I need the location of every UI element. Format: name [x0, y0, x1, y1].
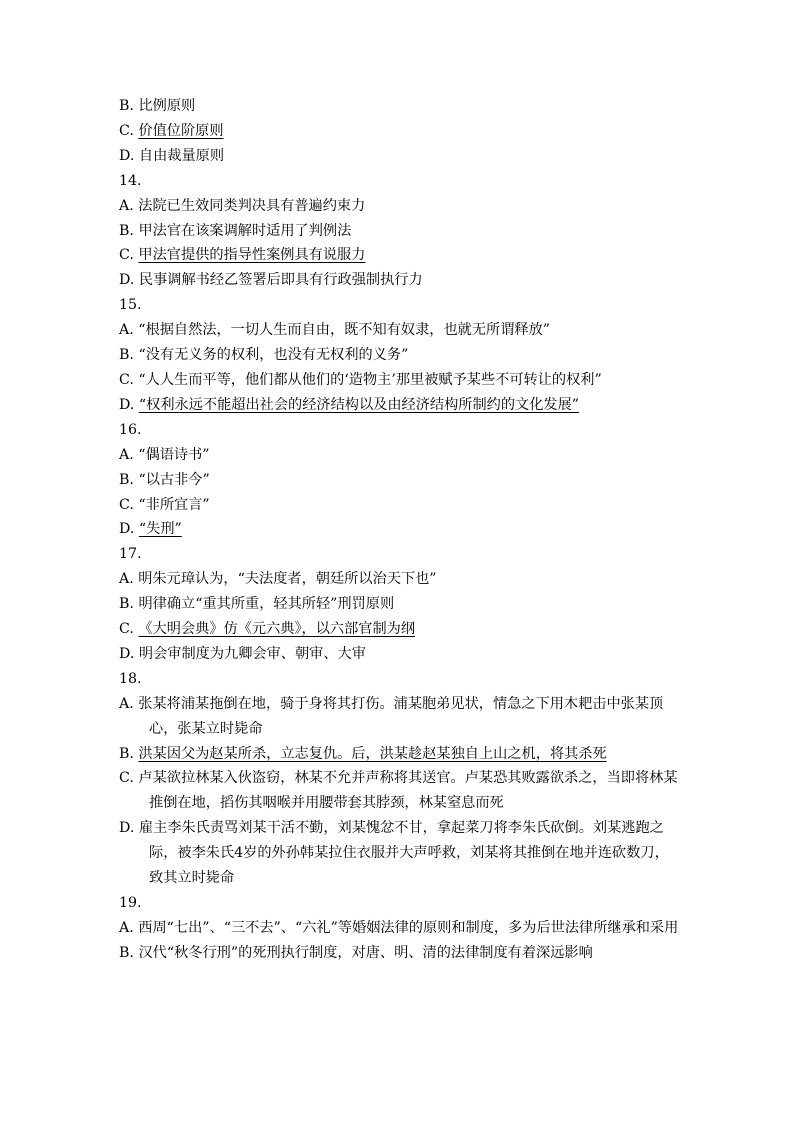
option-label: C.	[119, 770, 134, 787]
question-number-16: 16.	[119, 421, 142, 438]
option-label: A.	[119, 322, 134, 339]
option-text: “偶语诗书”	[138, 446, 210, 463]
option-text: 法院已生效同类判决具有普遍约束力	[138, 197, 366, 214]
option-label: B.	[119, 745, 134, 762]
q17-option-c	[119, 617, 679, 642]
option-label: B.	[119, 471, 134, 488]
option-text: 自由裁量原则	[138, 147, 225, 164]
option-label: B.	[119, 98, 134, 114]
option-label: B.	[119, 347, 134, 364]
option-text: 甲法官在该案调解时适用了判例法	[138, 222, 352, 239]
option-label: D.	[119, 396, 135, 413]
q18-option-d	[119, 816, 679, 891]
option-label: D.	[119, 820, 135, 837]
option-text: “人人生而平等，他们都从他们的‘造物主’那里被赋予某些不可转让的权利”	[138, 371, 602, 388]
option-label: C.	[119, 247, 134, 264]
option-text-answer: “权利永远不能超出社会的经济结构以及由经济结构所制约的文化发展”	[138, 396, 580, 413]
q15-option-c	[119, 368, 679, 393]
option-text-answer: 价值位阶原则	[138, 122, 224, 139]
q14-option-a	[119, 194, 679, 219]
option-text: 明会审制度为九卿会审、朝审、大审	[138, 645, 366, 662]
option-label: D.	[119, 521, 135, 538]
option-label: A.	[119, 919, 134, 936]
option-label: A.	[119, 446, 134, 463]
option-text: 比例原则	[138, 98, 196, 114]
option-c-value-hierarchy	[119, 119, 679, 144]
q18-option-c	[119, 766, 679, 816]
option-label: A.	[119, 695, 134, 712]
option-text: “没有无义务的权利，也没有无权利的义务”	[138, 347, 409, 364]
option-text-answer: 甲法官提供的指导性案例具有说服力	[138, 247, 366, 264]
option-b-proportionality	[119, 94, 679, 119]
option-label: A.	[119, 571, 134, 588]
option-label: D.	[119, 645, 135, 662]
option-text-answer: 洪某因父为赵某所杀，立志复仇。后，洪某趁赵某独自上山之机，将其杀死	[138, 745, 607, 762]
option-label: C.	[119, 122, 134, 139]
q17-option-a	[119, 567, 679, 592]
q15-option-b	[119, 343, 679, 368]
q15-option-d	[119, 393, 679, 418]
option-label: B.	[119, 222, 134, 239]
q16-option-a	[119, 443, 679, 468]
q19-option-a	[119, 916, 679, 941]
option-label: D.	[119, 272, 135, 289]
option-label: C.	[119, 371, 134, 388]
question-number-15: 15.	[119, 297, 142, 314]
question-number-14: 14.	[119, 172, 142, 189]
option-text: 雇主李朱氏责骂刘某干活不勤，刘某愧忿不甘，拿起菜刀将李朱氏砍倒。刘某逃跑之际，被李朱氏4岁的外孙韩某拉住衣服并大声呼救，刘某将其推倒在地并连砍数刀，致其立时毙命	[138, 820, 669, 887]
option-text: 卢某欲拉林某入伙盗窃，林某不允并声称将其送官。卢某恐其败露欲杀之，当即将林某推倒在地，搯伤其咽喉并用腰带套其脖颈，林某窒息而死	[138, 770, 678, 812]
q16-option-d	[119, 517, 679, 542]
option-label: B.	[119, 596, 134, 613]
option-text: 明朱元璋认为，“夫法度者，朝廷所以治天下也”	[138, 571, 437, 588]
q16-option-c	[119, 493, 679, 518]
option-label: A.	[119, 197, 134, 214]
q16-option-b	[119, 468, 679, 493]
option-text-answer: 《大明会典》仿《元六典》，以六部官制为纲	[138, 621, 416, 638]
q18-option-b	[119, 742, 679, 767]
option-text: 明律确立“重其所重，轻其所轻”刑罚原则	[138, 596, 395, 613]
question-number-18: 18.	[119, 670, 142, 687]
q14-option-c	[119, 243, 679, 268]
option-text: 汉代“秋冬行刑”的死刑执行制度，对唐、明、清的法律制度有着深远影响	[138, 944, 593, 961]
option-text: “以古非今”	[138, 471, 210, 488]
question-number-19: 19.	[119, 895, 142, 911]
q14-option-b	[119, 219, 679, 244]
option-text-answer: “失刑”	[138, 521, 182, 538]
option-text: 西周“七出”、“三不去”、“六礼”等婚姻法律的原则和制度，多为后世法律所继承和采用	[138, 919, 679, 936]
option-text: 张某将浦某拖倒在地，骑于身将其打伤。浦某胞弟见状，情急之下用木耙击中张某顶心，张某立时毙命	[138, 695, 664, 737]
option-text: 民事调解书经乙签署后即具有行政强制执行力	[138, 272, 423, 289]
option-d-discretion	[119, 144, 679, 169]
option-label: B.	[119, 944, 134, 961]
option-label: C.	[119, 621, 134, 638]
option-label: D.	[119, 147, 135, 164]
option-text: “非所宜言”	[138, 496, 210, 513]
q18-option-a	[119, 692, 679, 742]
q17-option-b	[119, 592, 679, 617]
option-text: “根据自然法，一切人生而自由，既不知有奴隶，也就无所谓释放”	[138, 322, 551, 339]
q14-option-d	[119, 268, 679, 293]
q17-option-d	[119, 642, 679, 667]
q15-option-a	[119, 318, 679, 343]
q19-option-b	[119, 941, 679, 966]
document-page	[119, 94, 679, 966]
question-number-17: 17.	[119, 546, 142, 563]
option-label: C.	[119, 496, 134, 513]
